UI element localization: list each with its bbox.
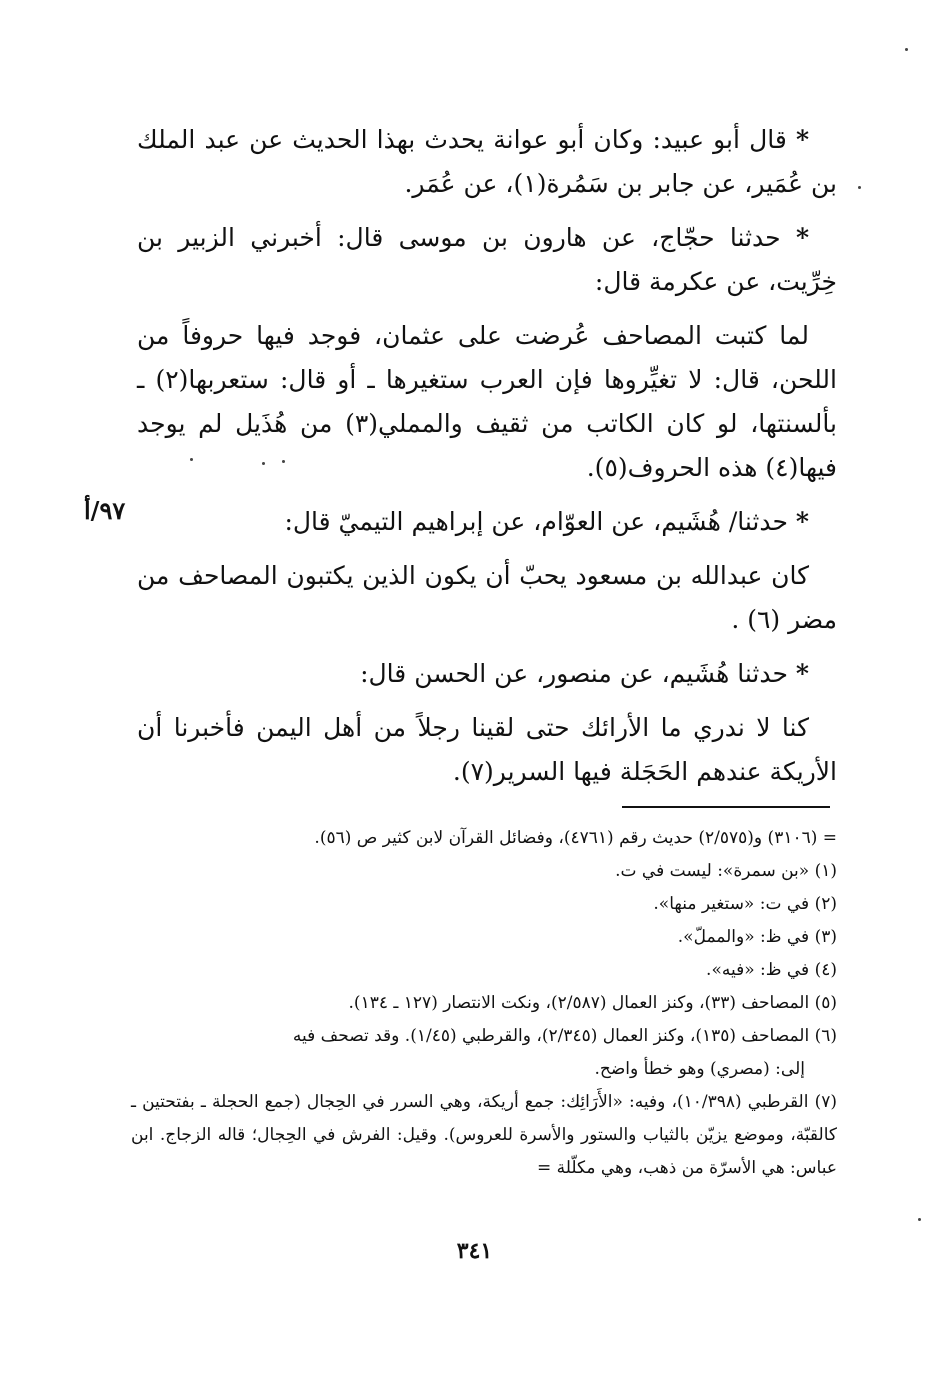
manuscript-folio-marker: ٩٧/أ: [84, 496, 126, 525]
footnotes: [131, 822, 837, 1185]
paragraph-text: لما كتبت المصاحف عُرضت على عثمان، فوجد فيها حروفاً من اللحن، قال: لا تغيِّروها فإن العرب ستغيرها ـ أو قال: ستعربها(٢) ـ بألسنتها، لو كان الكاتب من ثقيف والمملي(٣) من هُذَيل لم يوجد فيها(٤) هذه الحروف(٥).: [137, 321, 838, 482]
footnote-4: (٤) في ظ: «فيه».: [706, 960, 837, 980]
footnote-6: (٦) المصاحف (١٣٥)، وكنز العمال (٢/٣٤٥)، والقرطبي (١/٤٥). وقد تصحف فيه: [292, 1026, 837, 1046]
paragraph-text: حدثنا/ هُشَيم، عن العوّام، عن إبراهيم التيميّ قال:: [284, 507, 788, 536]
footnote-6-continued: إلى: (مصري) وهو خطأ واضح.: [594, 1059, 805, 1079]
bullet-star: *: [795, 223, 810, 252]
paragraph-4: [137, 500, 837, 544]
main-text: [137, 118, 837, 804]
footnote-7: (٧) القرطبي (١٠/٣٩٨)، وفيه: «الأَرَائِك: جمع أريكة، وهي السرر في الحِجال (جمع الحجلة ـ بفتحتين ـ كالقبّة، وموضع يزيّن بالثياب والستور والأسرة للعروس). وقيل: الفرش في الحِجال؛ قاله الزجاج. ابن عباس: هي الأسرّة من ذهب، وهي مكلّلة =: [131, 1092, 837, 1178]
page-number: ٣٤١: [456, 1238, 493, 1264]
paragraph-text: كنا لا ندري ما الأرائك حتى لقينا رجلاً من أهل اليمن فأخبرنا أن الأريكة عندهم الحَجَلة فيها السرير(٧).: [137, 713, 837, 786]
paragraph-7: [137, 706, 837, 794]
footnote-3: (٣) في ظ: «والمملّ».: [677, 927, 837, 947]
scan-speck: [262, 462, 265, 465]
scan-speck: [190, 458, 193, 461]
paragraph-text: كان عبدالله بن مسعود يحبّ أن يكون الذين يكتبون المصاحف من مضر (٦) .: [137, 561, 837, 634]
bullet-star: *: [795, 125, 810, 154]
bullet-star: *: [795, 659, 809, 688]
paragraph-2: [137, 216, 837, 304]
scan-speck: [918, 1218, 921, 1221]
paragraph-text: حدثنا هُشَيم، عن منصور، عن الحسن قال:: [360, 659, 788, 688]
paragraph-text: قال أبو عبيد: وكان أبو عوانة يحدث بهذا الحديث عن عبد الملك بن عُمَير، عن جابر بن سَمُرة(١)، عن عُمَر.: [137, 125, 837, 198]
scan-speck: [282, 460, 285, 463]
footnote-2: (٢) في ت: «ستغير منها».: [653, 894, 837, 914]
paragraph-text: حدثنا حجّاج، عن هارون بن موسى قال: أخبرني الزبير بن خِرِّيت، عن عكرمة قال:: [137, 223, 837, 296]
footnote-continuation: = (٣١٠٦) و(٢/٥٧٥) حديث رقم (٤٧٦١)، وفضائل القرآن لابن كثير ص (٥٦).: [314, 828, 837, 848]
paragraph-1: [137, 118, 837, 206]
bullet-star: *: [795, 507, 809, 536]
paragraph-6: [137, 652, 837, 696]
scan-speck: [858, 186, 861, 189]
footnote-5: (٥) المصاحف (٣٣)، وكنز العمال (٢/٥٨٧)، ونكت الانتصار (١٢٧ ـ ١٣٤).: [348, 993, 837, 1013]
paragraph-3: [137, 314, 837, 490]
paragraph-5: [137, 554, 837, 642]
scan-speck: [905, 48, 908, 51]
footnote-divider: [622, 806, 830, 808]
footnote-1: (١) «بن سمرة»: ليست في ت.: [615, 861, 837, 881]
